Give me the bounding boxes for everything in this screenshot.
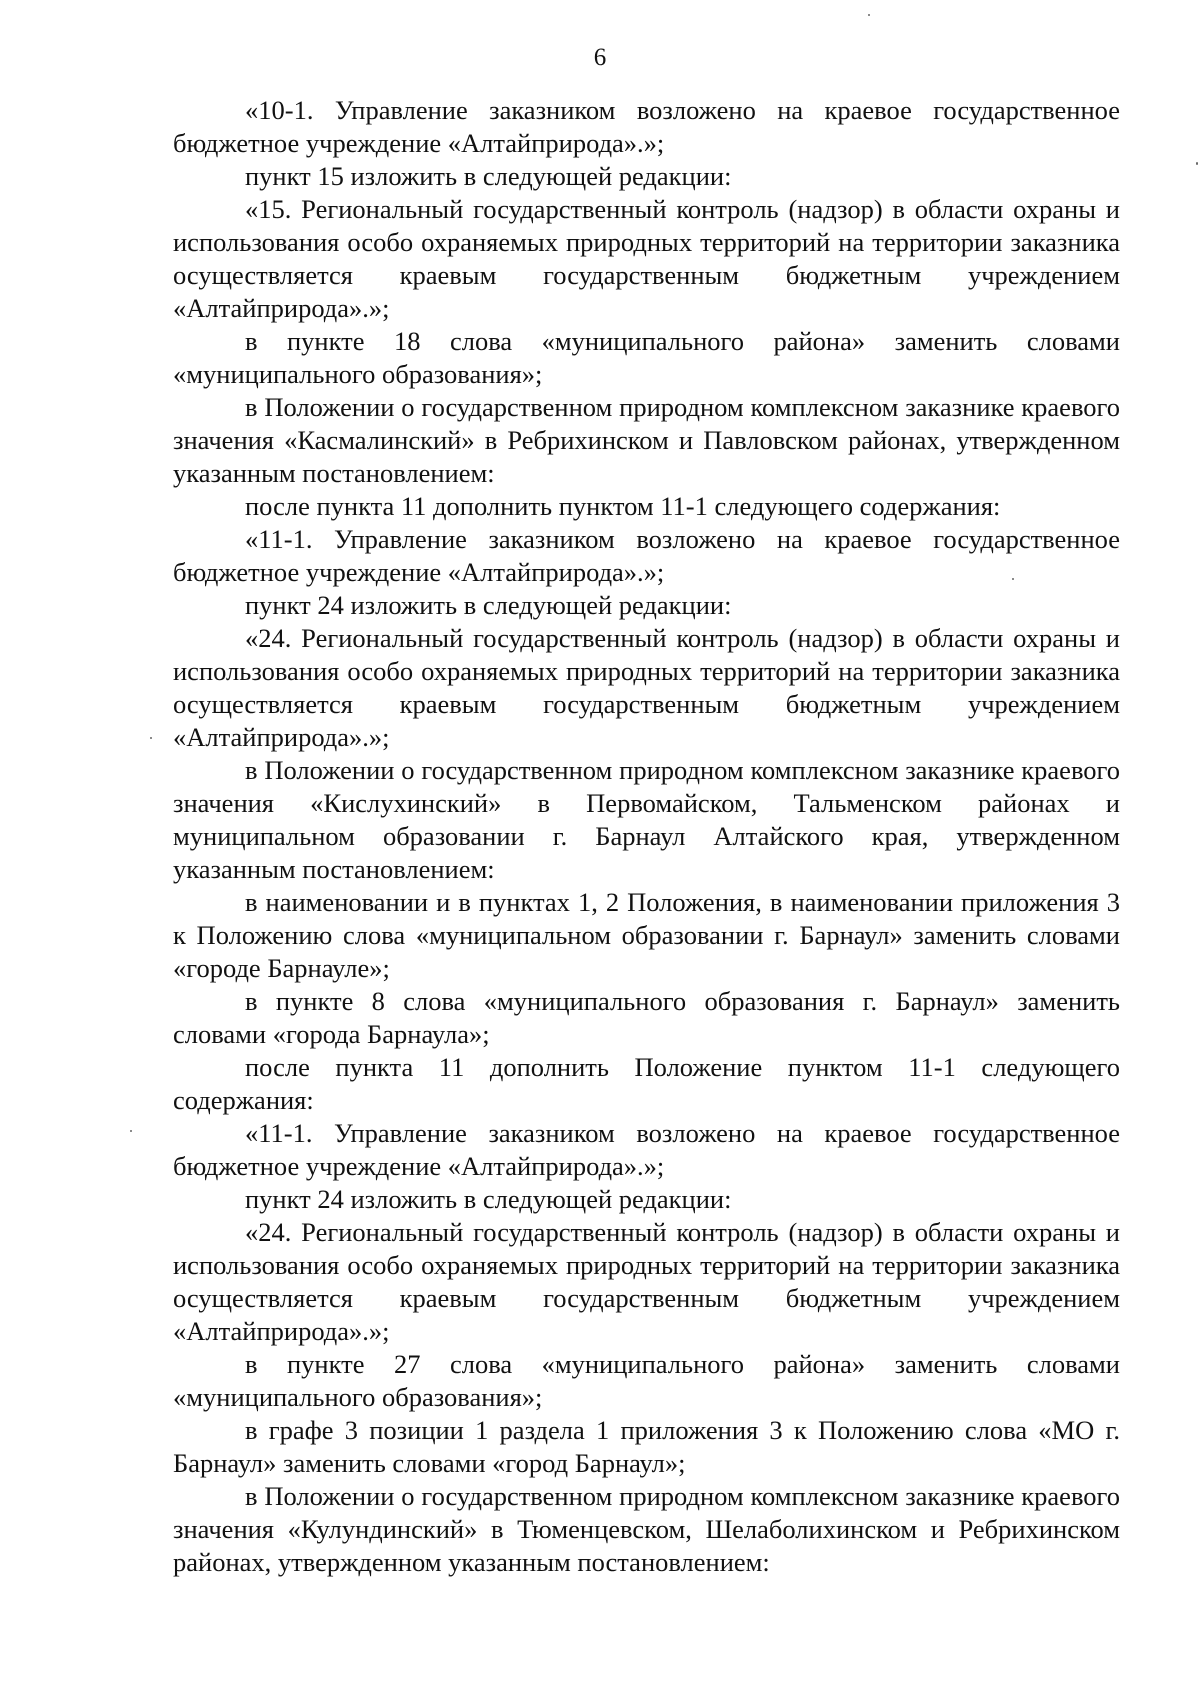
paragraph-18: в графе 3 позиции 1 раздела 1 приложения 3 к Положению слова «МО г. Барнаул» заменить словами «город Барнаул»;	[173, 1415, 1120, 1478]
paragraph-14: «11-1. Управление заказником возложено на краевое государственное бюджетное учреждение «Алтайприрода».»;	[173, 1118, 1120, 1181]
paragraph-17: в пункте 27 слова «муниципального района» заменить словами «муниципального образования»;	[173, 1349, 1120, 1412]
paragraph-10: в Положении о государственном природном комплексном заказнике краевого значения «Кислухинский» в Первомайском, Тальменском районах и муниципальном образовании г. Барнаул Алтайского края, утвержденном указанным постановлением:	[173, 755, 1120, 884]
paragraph-5: в Положении о государственном природном комплексном заказнике краевого значения «Касмалинский» в Ребрихинском и Павловском районах, утвержденном указанным постановлением:	[173, 392, 1120, 488]
scan-speck	[130, 1130, 132, 1132]
paragraph-3: «15. Региональный государственный контроль (надзор) в области охраны и использования особо охраняемых природных территорий на территории заказника осуществляется краевым государственным бюджетным учреждением «Алтайприрода».»;	[173, 194, 1120, 323]
paragraph-1: «10-1. Управление заказником возложено на краевое государственное бюджетное учреждение «Алтайприрода».»;	[173, 95, 1120, 158]
paragraph-6: после пункта 11 дополнить пунктом 11-1 следующего содержания:	[245, 491, 1001, 521]
scan-speck	[150, 737, 152, 739]
scan-speck	[1196, 162, 1198, 165]
paragraph-19: в Положении о государственном природном комплексном заказнике краевого значения «Кулундинский» в Тюменцевском, Шелаболихинском и Ребрихинском районах, утвержденном указанным постановлением:	[173, 1481, 1120, 1577]
paragraph-2: пункт 15 изложить в следующей редакции:	[245, 161, 732, 191]
paragraph-16: «24. Региональный государственный контроль (надзор) в области охраны и использования особо охраняемых природных территорий на территории заказника осуществляется краевым государственным бюджетным учреждением «Алтайприрода».»;	[173, 1217, 1120, 1346]
paragraph-9: «24. Региональный государственный контроль (надзор) в области охраны и использования особо охраняемых природных территорий на территории заказника осуществляется краевым государственным бюджетным учреждением «Алтайприрода».»;	[173, 623, 1120, 752]
paragraph-13: после пункта 11 дополнить Положение пунктом 11-1 следующего содержания:	[173, 1052, 1120, 1115]
paragraph-8: пункт 24 изложить в следующей редакции:	[245, 590, 732, 620]
paragraph-15: пункт 24 изложить в следующей редакции:	[245, 1184, 732, 1214]
scan-speck	[1012, 578, 1014, 580]
document-text	[173, 94, 1120, 1579]
paragraph-12: в пункте 8 слова «муниципального образования г. Барнаул» заменить словами «города Барнаула»;	[173, 986, 1120, 1049]
paragraph-11: в наименовании и в пунктах 1, 2 Положения, в наименовании приложения 3 к Положению слова «муниципальном образовании г. Барнаул» заменить словами «городе Барнауле»;	[173, 887, 1120, 983]
paragraph-7: «11-1. Управление заказником возложено на краевое государственное бюджетное учреждение «Алтайприрода».»;	[173, 524, 1120, 587]
paragraph-4: в пункте 18 слова «муниципального района» заменить словами «муниципального образования»;	[173, 326, 1120, 389]
page-number: 6	[593, 44, 607, 71]
scan-speck	[868, 14, 870, 16]
